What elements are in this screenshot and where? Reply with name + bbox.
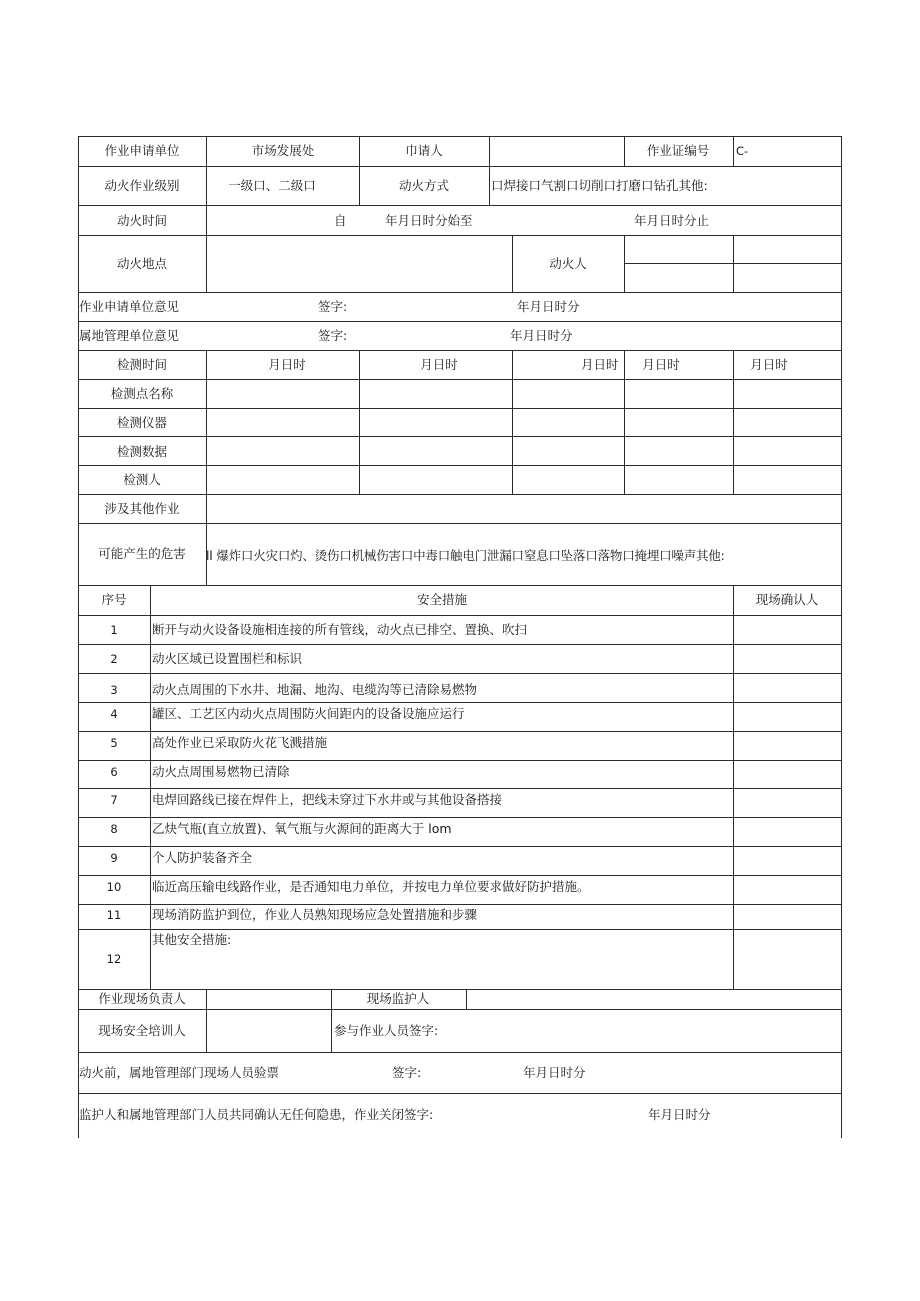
table-border — [78, 817, 842, 818]
table-border — [78, 523, 842, 524]
table-border — [331, 989, 332, 1052]
detection-point-label: 检测点名称 — [110, 386, 174, 401]
table-border — [78, 644, 842, 645]
hot-work-permit-form — [78, 136, 842, 1138]
table-border — [466, 989, 467, 1009]
fire-method-value[interactable]: 口焊接口气割口切削口打磨口钻孔其他: — [491, 178, 708, 193]
table-border — [78, 702, 842, 703]
fire-time-end[interactable]: 年月日时分止 — [634, 213, 710, 228]
measure-no: 6 — [110, 765, 118, 779]
table-border — [359, 350, 360, 494]
detection-instrument-label: 检测仪器 — [116, 415, 168, 430]
permit-no-label: 作业证编号 — [646, 143, 710, 158]
owner-sign-label[interactable]: 签字: — [318, 328, 348, 343]
table-border — [733, 235, 734, 292]
apply-sign-label[interactable]: 签字: — [318, 299, 348, 314]
detection-time-col[interactable]: 月日时 — [581, 357, 619, 372]
table-border — [78, 989, 842, 990]
table-border — [206, 989, 207, 1052]
table-border — [78, 166, 842, 167]
measure-no: 12 — [106, 952, 122, 966]
owner-unit-opinion-label: 属地管理单位意见 — [79, 328, 180, 343]
hazard-label: 可能产生的危害 — [98, 546, 186, 561]
detection-person-label: 检测人 — [123, 472, 161, 487]
measure-text: 动火区域已设置围栏和标识 — [152, 651, 303, 666]
close-datetime[interactable]: 年月日时分 — [648, 1107, 711, 1122]
table-border — [624, 235, 625, 292]
table-border — [78, 235, 842, 236]
confirm-header: 现场确认人 — [755, 592, 819, 607]
measure-text: 临近高压输电线路作业，是否通知电力单位，并按电力单位要求做好防护措施。 — [152, 879, 590, 894]
apply-datetime[interactable]: 年月日时分 — [517, 299, 580, 314]
table-border — [78, 436, 842, 437]
measure-no: 2 — [110, 652, 118, 666]
table-border — [78, 408, 842, 409]
fire-person-label: 动火人 — [549, 256, 587, 271]
table-border — [78, 788, 842, 789]
detection-time-label: 检测时间 — [116, 357, 168, 372]
before-fire-datetime[interactable]: 年月日时分 — [523, 1065, 586, 1080]
measure-text: 断开与动火设备设施相连接的所有管线，动火点已排空、置换、吹扫 — [152, 622, 528, 637]
table-border — [206, 235, 207, 292]
measure-text: 罐区、工艺区内动火点周围防火间距内的设备设施应运行 — [152, 706, 465, 721]
measure-no: 9 — [110, 851, 118, 865]
measure-no: 4 — [110, 707, 118, 721]
measure-no: 11 — [106, 908, 122, 922]
table-border — [78, 615, 842, 616]
measure-text: 现场消防监护到位，作业人员熟知现场应急处置措施和步骤 — [152, 907, 478, 922]
table-border — [78, 585, 842, 586]
permit-no-value[interactable]: C- — [736, 144, 749, 158]
table-border — [78, 136, 79, 1138]
table-border — [78, 321, 842, 322]
fire-time-from: 自 — [334, 213, 347, 228]
fire-method-label: 动火方式 — [398, 178, 450, 193]
table-border — [78, 494, 842, 495]
measure-no: 8 — [110, 822, 118, 836]
table-border — [78, 846, 842, 847]
fire-level-label: 动火作业级别 — [104, 178, 180, 193]
before-fire-text: 动火前，属地管理部门现场人员验票 — [79, 1065, 280, 1080]
apply-unit-label: 作业申请单位 — [104, 143, 180, 158]
measure-text: 电焊回路线已接在焊件上，把线未穿过下水井或与其他设备搭接 — [152, 792, 503, 807]
table-border — [206, 205, 207, 235]
measure-text: 高处作业已采取防火花飞溅措施 — [152, 735, 328, 750]
table-border — [624, 136, 625, 166]
detection-time-col[interactable]: 月日时 — [268, 357, 306, 372]
table-border — [78, 904, 842, 905]
table-border — [78, 1052, 842, 1053]
measure-text: 动火点周围易燃物已清除 — [152, 764, 290, 779]
measure-text: 其他安全措施: — [152, 932, 232, 947]
table-border — [206, 494, 207, 585]
measure-no: 7 — [110, 793, 118, 807]
table-border — [512, 350, 513, 494]
table-border — [78, 465, 842, 466]
table-border — [78, 1009, 842, 1010]
measure-no-header: 序号 — [101, 592, 127, 607]
apply-unit-opinion-label: 作业申请单位意见 — [79, 299, 180, 314]
fire-location-label: 动火地点 — [116, 256, 168, 271]
measure-no: 3 — [110, 683, 118, 697]
table-border — [78, 292, 842, 293]
table-border — [78, 205, 842, 206]
apply-unit-value[interactable]: 市场发展处 — [251, 143, 315, 158]
measure-no: 5 — [110, 736, 118, 750]
table-border — [206, 136, 207, 205]
table-border — [841, 136, 842, 1138]
measure-no: 10 — [106, 880, 122, 894]
site-supervisor-label: 现场监护人 — [366, 991, 430, 1006]
fire-time-start[interactable]: 年月日时分始至 — [385, 213, 473, 228]
table-border — [78, 1093, 842, 1094]
detection-time-col[interactable]: 月日时 — [642, 357, 680, 372]
table-border — [624, 350, 625, 494]
other-work-label: 涉及其他作业 — [104, 501, 180, 516]
table-border — [78, 379, 842, 380]
detection-time-col[interactable]: 月日时 — [420, 357, 458, 372]
table-border — [489, 136, 490, 205]
owner-datetime[interactable]: 年月日时分 — [510, 328, 573, 343]
table-border — [512, 235, 513, 292]
measure-text: 动火点周围的下水井、地漏、地沟、电缆沟等已清除易燃物 — [152, 682, 478, 697]
table-border — [78, 350, 842, 351]
table-border — [78, 929, 842, 930]
participants-sign-label[interactable]: 参与作业人员签字: — [334, 1023, 439, 1038]
table-border — [78, 875, 842, 876]
table-border — [733, 136, 734, 166]
table-border — [733, 350, 734, 494]
fire-level-value[interactable]: 一级口、二级口 — [228, 178, 316, 193]
site-leader-label: 作业现场负责人 — [98, 991, 186, 1006]
table-border — [78, 136, 842, 137]
measure-no: 1 — [110, 623, 118, 637]
measure-header: 安全措施 — [416, 592, 468, 607]
before-fire-sign[interactable]: 签字: — [392, 1065, 422, 1080]
fire-time-label: 动火时间 — [116, 213, 168, 228]
measure-text: 个人防护装备齐全 — [152, 850, 253, 865]
table-border — [206, 350, 207, 494]
applicant-label: 巾请人 — [405, 143, 443, 158]
measure-text: 乙炔气瓶(直立放置)、氧气瓶与火源间的距离大于 lom — [152, 821, 452, 836]
safety-trainer-label: 现场安全培训人 — [98, 1023, 186, 1038]
table-border — [78, 760, 842, 761]
table-border — [733, 585, 734, 989]
table-border — [78, 673, 842, 674]
hazard-options[interactable]: ll 爆炸口火灾口灼、烫伤口机械伤害口中毒口触电门泄漏口窒息口坠落口落物口掩埋口噪声其他: — [206, 548, 725, 563]
detection-time-col[interactable]: 月日时 — [750, 357, 788, 372]
detection-data-label: 检测数据 — [116, 444, 168, 459]
close-text: 监护人和属地管理部门人员共同确认无任何隐患，作业关闭签字: — [79, 1107, 434, 1122]
table-border — [150, 585, 151, 989]
table-border — [78, 731, 842, 732]
table-border — [359, 136, 360, 205]
